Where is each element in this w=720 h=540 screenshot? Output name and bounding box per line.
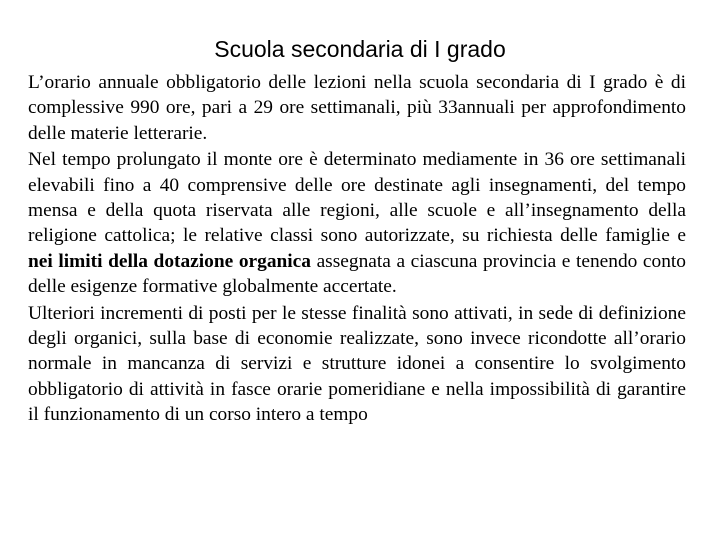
paragraph-text-start: Nel tempo prolungato il monte ore è determinato mediamente in 36 ore settimanali elevabili fino a 40 comprensive delle ore destinate agli insegnamenti, del tempo mensa e della quota riservata alle regioni, alle scuole e all’insegnamento della religione cattolica; le relative classi sono autorizzate, su richiesta delle famiglie e — [28, 149, 686, 247]
paragraph-ulteriori-incrementi — [28, 301, 686, 428]
paragraph-tempo-prolungato — [28, 147, 686, 299]
slide-title: Scuola secondaria di I grado — [214, 36, 506, 62]
paragraph-text: Ulteriori incrementi di posti per le stesse finalità sono attivati, in sede di definizione degli organici, sulla base di economie realizzate, sono invece ricondotte all’orario normale in mancanza di servizi e strutture idonei a consentire lo svolgimento obbligatorio di attività in fasce orarie pomeridiane e nella impossibilità di garantire il funzionamento di un corso intero a tempo — [28, 302, 686, 426]
paragraph-orario-annuale — [28, 70, 686, 146]
paragraph-text: L’orario annuale obbligatorio delle lezioni nella scuola secondaria di I grado è di complessive 990 ore, pari a 29 ore settimanali, più 33annuali per approfondimento delle materie letterarie. — [28, 72, 686, 144]
bold-phrase: nei limiti della dotazione organica — [28, 250, 311, 272]
paragraph-text-end: assegnata a ciascuna provincia e tenendo conto delle esigenze formative globalmente accertate. — [28, 250, 686, 298]
slide-body — [28, 70, 686, 429]
